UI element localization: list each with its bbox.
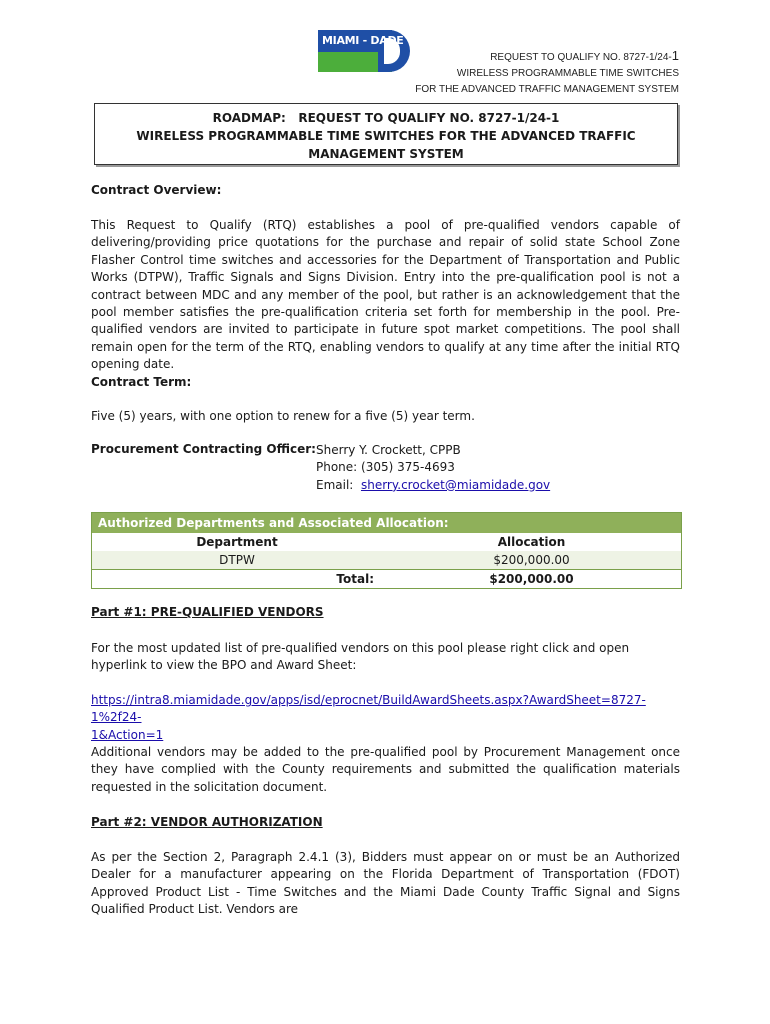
allocation-cell: $200,000.00: [493, 553, 570, 567]
part1-intro: For the most updated list of pre-qualified vendors on this pool please right click and open hyperlink to view the BPO and Award Sheet:: [91, 641, 630, 673]
header-line1: REQUEST TO QUALIFY NO. 8727-1/24-: [490, 52, 672, 63]
part2-heading: Part #2: VENDOR AUTHORIZATION: [91, 815, 323, 829]
officer-name: Sherry Y. Crockett, CPPB: [316, 443, 461, 457]
total-value: $200,000.00: [489, 572, 574, 586]
header-line2: WIRELESS PROGRAMMABLE TIME SWITCHES: [456, 68, 679, 79]
header-line3: FOR THE ADVANCED TRAFFIC MANAGEMENT SYSTEM: [415, 84, 679, 95]
miami-dade-logo: [318, 30, 414, 74]
part1-link-line1[interactable]: https://intra8.miamidade.gov/apps/isd/eprocnet/BuildAwardSheets.aspx?AwardSheet=8727-1%2f24-: [91, 693, 646, 725]
term-heading: Contract Term:: [91, 375, 192, 389]
officer-email-label: Email:: [316, 477, 361, 492]
part2-body: As per the Section 2, Paragraph 2.4.1 (3), Bidders must appear on or must be an Authorized Dealer for a manufacturer appearing on the Florida Department of Transportation (FDOT) Approved Product List - Time Switches and the Miami Dade County Traffic Signal and Signs Qualified Product List. Vendors are: [91, 850, 680, 917]
roadmap-title-box: [94, 103, 678, 165]
col-allocation-header: Allocation: [497, 535, 566, 549]
officer-phone: Phone: (305) 375-4693: [316, 460, 455, 475]
overview-body: This Request to Qualify (RTQ) establishes a pool of pre-qualified vendors capable of delivering/providing price quotations for the purchase and repair of solid state School Zone Flasher Control time switches and accessories for the Department of Transportation and Public Works (DTPW), Traffic Signals and Signs Division. Entry into the pre-qualification pool is not a contract between MDC and any member of the pool, but rather is an acknowledgement that the pool member satisfies the pre-qualification criteria set forth for membership in the pool. Pre-qualified vendors are invited to participate in future spot market competitions. The pool shall remain open for the term of the RTQ, enabling vendors to qualify at any time after the initial RTQ opening date.: [91, 218, 680, 372]
roadmap-line1: ROADMAP: REQUEST TO QUALIFY NO. 8727-1/24-1: [212, 111, 560, 125]
allocation-table-title: Authorized Departments and Associated Allocation:: [92, 513, 681, 533]
part1-hyperlink[interactable]: [91, 692, 680, 744]
overview-heading: Contract Overview:: [91, 183, 222, 197]
roadmap-line3: MANAGEMENT SYSTEM: [308, 147, 464, 161]
officer-email-link[interactable]: sherry.crocket@miamidade.gov: [360, 477, 551, 492]
allocation-table: [91, 512, 682, 589]
part1-heading: Part #1: PRE-QUALIFIED VENDORS: [91, 605, 324, 619]
part1-link-line2[interactable]: 1&Action=1: [91, 727, 164, 742]
allocation-total-row: [92, 569, 681, 588]
allocation-row: [92, 551, 681, 569]
total-label: Total:: [336, 572, 374, 586]
officer-label: Procurement Contracting Officer:: [91, 442, 316, 456]
officer-info: [316, 442, 550, 494]
header-line1-suffix: 1: [671, 48, 679, 63]
document-header: [415, 48, 679, 98]
department-cell: DTPW: [219, 553, 255, 567]
roadmap-line2: WIRELESS PROGRAMMABLE TIME SWITCHES FOR THE ADVANCED TRAFFIC: [136, 129, 636, 143]
term-body: Five (5) years, with one option to renew for a five (5) year term.: [91, 409, 475, 423]
allocation-header-row: [92, 533, 681, 551]
part1-additional: Additional vendors may be added to the pre-qualified pool by Procurement Management once they have complied with the County requirements and submitted the qualification materials requested in the solicitation document.: [91, 745, 680, 794]
logo-text: MIAMI - DADE: [322, 34, 404, 47]
col-department-header: Department: [196, 535, 278, 549]
